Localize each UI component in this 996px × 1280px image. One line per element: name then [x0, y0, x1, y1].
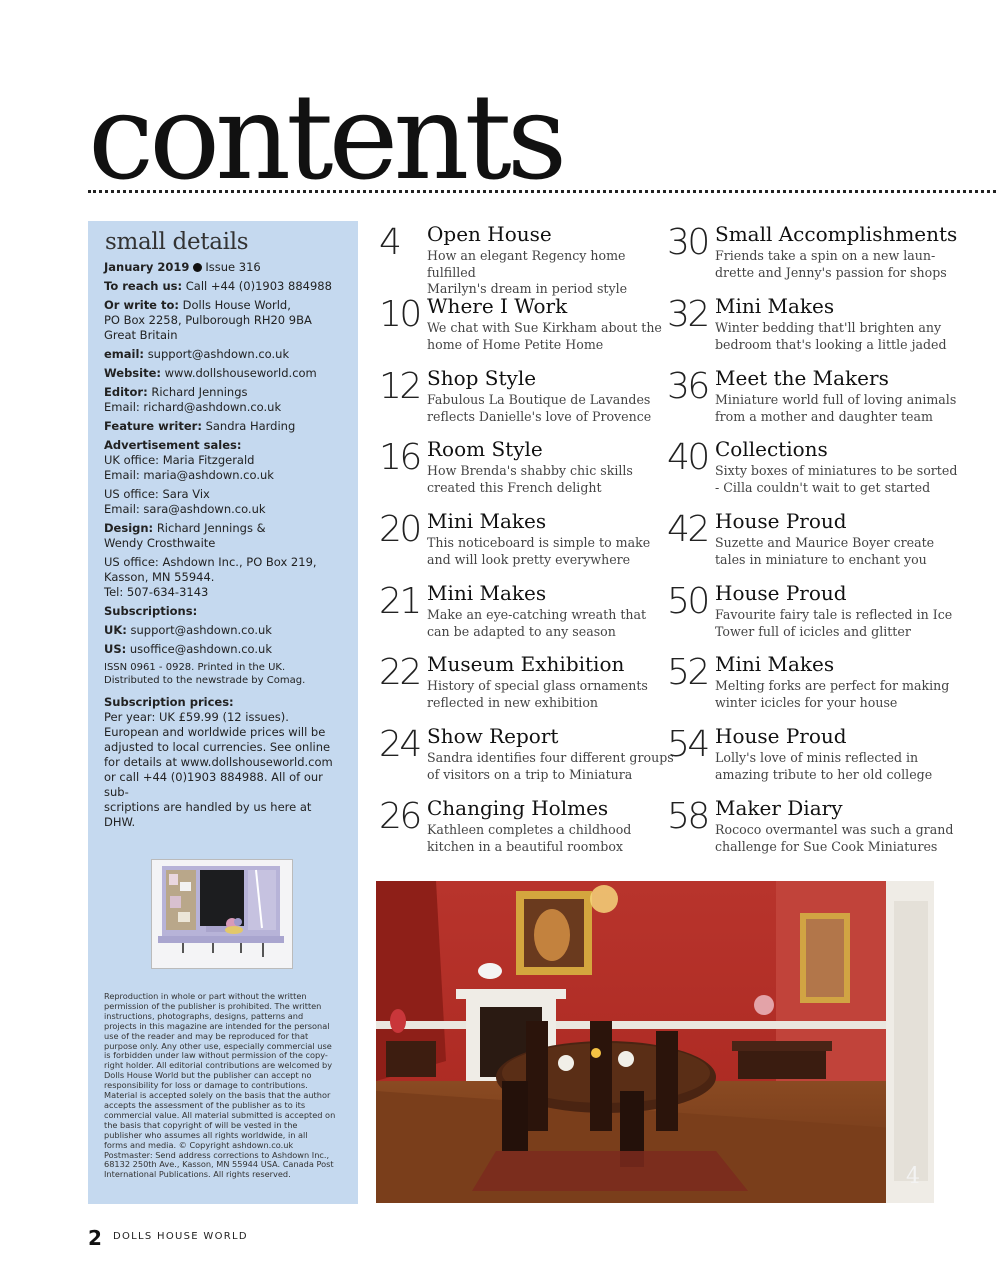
ads-label: Advertisement sales:: [104, 438, 242, 452]
toc-page-number: 16: [379, 437, 420, 478]
toc-desc-line: home of Home Petite Home: [427, 336, 604, 352]
us-office: [104, 555, 342, 600]
ads-section: [104, 438, 342, 483]
legal-line: instructions, photographs, designs, patterns and: [104, 1010, 304, 1021]
toc-desc-line: Marilyn's dream in period style: [427, 281, 628, 296]
toc-desc-line: challenge for Sue Cook Miniatures: [715, 838, 938, 854]
legal-line: accepts the assessment of the publisher as to its: [104, 1099, 306, 1110]
toc-description: [427, 822, 677, 855]
toc-description: [427, 678, 677, 711]
toc-description: [715, 320, 965, 353]
prices-line-2: European and worldwide prices will be: [104, 725, 326, 739]
toc-page-number: 22: [379, 652, 420, 693]
reach-phone: Call +44 (0)1903 884988: [185, 279, 332, 293]
toc-description: [715, 607, 965, 640]
toc-page-number: 26: [379, 796, 420, 837]
toc-title: Mini Makes: [715, 294, 835, 318]
legal-line: the basis that copyright of will be vested in the: [104, 1119, 298, 1130]
toc-title: Shop Style: [427, 366, 537, 390]
footer-page-number: 2: [88, 1226, 102, 1250]
small-details-panel: [88, 221, 358, 1204]
toc-description: [715, 463, 965, 496]
issue-number: Issue 316: [205, 260, 261, 274]
toc-title: Collections: [715, 437, 828, 461]
ads-us-name: Sara Vix: [162, 487, 210, 501]
toc-page-number: 4: [379, 222, 400, 263]
toc-desc-line: Suzette and Maurice Boyer create: [715, 535, 935, 550]
prices-line-3: adjusted to local currencies. See online: [104, 740, 331, 754]
toc-description: [715, 822, 965, 855]
write-label: Or write to:: [104, 298, 179, 312]
toc-title: Mini Makes: [427, 581, 547, 605]
ads-us-email: Email: sara@ashdown.co.uk: [104, 502, 266, 516]
legal-line: projects in this magazine are intended for the personal: [104, 1020, 330, 1031]
subs-label: Subscriptions:: [104, 604, 198, 618]
toc-page-number: 20: [379, 509, 420, 550]
toc-description: [427, 607, 677, 640]
page-title: contents: [88, 68, 563, 206]
feature-label: Feature writer:: [104, 419, 202, 433]
legal-line: use of the reader and may be reproduced for that: [104, 1030, 309, 1041]
website-label: Website:: [104, 366, 161, 380]
subs-us: [104, 642, 342, 657]
toc-desc-line: drette and Jenny's passion for shops: [715, 264, 947, 280]
toc-page-number: 36: [667, 366, 708, 407]
toc-desc-line: Favourite fairy tale is reflected in Ice: [715, 607, 953, 622]
editor-email: Email: richard@ashdown.co.uk: [104, 400, 282, 414]
design-line: [104, 521, 342, 551]
email-line: [104, 347, 342, 362]
toc-page-number: 24: [379, 724, 420, 765]
dotted-divider: [88, 190, 996, 193]
toc-title: Meet the Makers: [715, 366, 889, 390]
legal-line: right holder. All editorial contributions are welcomed by: [104, 1060, 333, 1071]
write-line-2: PO Box 2258, Pulborough RH20 9BA: [104, 313, 312, 327]
toc-description: [427, 392, 677, 425]
toc-desc-line: bedroom that's looking a little jaded: [715, 336, 947, 352]
subs-us-email[interactable]: usoffice@ashdown.co.uk: [129, 642, 272, 656]
editor-name: Richard Jennings: [151, 385, 248, 399]
legal-line: Reproduction in whole or part without the written: [104, 991, 307, 1001]
legal-line: 68132 250th Ave., Kasson, MN 55944 USA. Canada Post: [104, 1159, 334, 1170]
legal-line: is forbidden under law without permission of the copy-: [104, 1050, 328, 1061]
toc-description: [427, 463, 677, 496]
subs-uk: [104, 623, 342, 638]
toc-entry[interactable]: [379, 724, 674, 789]
dining-room-photo: [376, 881, 934, 1203]
toc-page-number: 50: [667, 581, 708, 622]
toc-description: [715, 750, 965, 783]
toc-entry[interactable]: [667, 653, 957, 717]
legal-line: Postmaster: Send address corrections to Ashdown Inc.,: [104, 1149, 330, 1160]
toc-page-number: 40: [667, 437, 708, 478]
toc-desc-line: Lolly's love of minis reflected in: [715, 750, 919, 765]
toc-desc-line: winter icicles for your house: [715, 694, 898, 710]
toc-title: Where I Work: [427, 294, 568, 318]
toc-title: Mini Makes: [427, 509, 547, 533]
legal-line: Dolls House World but the publisher can accept no: [104, 1070, 312, 1081]
toc-desc-line: Make an eye-catching wreath that: [427, 607, 647, 622]
issue-date: January 2019: [104, 260, 190, 274]
footer-magazine-name: DOLLS HOUSE WORLD: [113, 1231, 248, 1242]
toc-page-number: 10: [379, 294, 420, 335]
prices-line-1: Per year: UK £59.99 (12 issues).: [104, 710, 289, 724]
toc-desc-line: from a mother and daughter team: [715, 408, 933, 424]
toc-page-number: 42: [667, 509, 708, 550]
legal-line: Material is accepted solely on the basis that the author: [104, 1090, 331, 1101]
toc-desc-line: How an elegant Regency home fulfilled: [427, 248, 626, 280]
toc-desc-line: This noticeboard is simple to make: [427, 535, 651, 550]
subs-us-label: US:: [104, 642, 127, 656]
toc-title: Maker Diary: [715, 796, 843, 820]
ads-us-label: US office:: [104, 487, 159, 501]
bullet-icon: [193, 263, 202, 272]
toc-description: [427, 750, 677, 783]
photo-page-reference: 4: [906, 1164, 920, 1189]
prices-line-6: scriptions are handled by us here at DHW.: [104, 800, 312, 829]
issue-line: [104, 260, 342, 275]
toc-desc-line: - Cilla couldn't wait to get started: [715, 479, 931, 495]
toc-entry[interactable]: [379, 295, 669, 359]
toc-description: [427, 320, 677, 353]
ads-uk-label: UK office:: [104, 453, 160, 467]
toc-desc-line: of visitors on a trip to Miniatura: [427, 766, 633, 782]
us-office-line-3: Tel: 507-634-3143: [104, 585, 209, 599]
editor-line: [104, 385, 342, 415]
issn-block: [104, 661, 342, 687]
prices-line-4: for details at www.dollshouseworld.com: [104, 755, 333, 769]
toc-entry[interactable]: [667, 295, 957, 359]
subs-uk-email[interactable]: support@ashdown.co.uk: [130, 623, 272, 637]
toc-title: Small Accomplishments: [715, 222, 958, 246]
toc-title: House Proud: [715, 581, 847, 605]
reach-label: To reach us:: [104, 279, 183, 293]
toc-entry[interactable]: [667, 510, 957, 574]
website-line: [104, 366, 342, 381]
editor-label: Editor:: [104, 385, 148, 399]
toc-entry[interactable]: [379, 222, 669, 296]
legal-line: permission of the publisher is prohibited. The written: [104, 1000, 322, 1011]
email-link[interactable]: support@ashdown.co.uk: [147, 347, 290, 361]
toc-entry[interactable]: [667, 725, 957, 789]
ads-uk-name: Maria Fitzgerald: [162, 453, 255, 467]
email-label: email:: [104, 347, 145, 361]
toc-desc-line: reflects Danielle's love of Provence: [427, 408, 652, 424]
toc-desc-line: How Brenda's shabby chic skills: [427, 463, 633, 478]
website-link[interactable]: www.dollshouseworld.com: [164, 366, 317, 380]
toc-page-number: 12: [379, 366, 420, 407]
toc-entry[interactable]: [667, 367, 957, 431]
ads-us-section: [104, 487, 342, 517]
toc-desc-line: created this French delight: [427, 479, 602, 495]
toc-title: Changing Holmes: [427, 796, 609, 820]
legal-line: responsibility for loss or damage to contributions.: [104, 1080, 308, 1091]
feature-writer-line: [104, 419, 342, 434]
toc-entry[interactable]: [379, 582, 669, 646]
write-to: [104, 298, 342, 343]
small-details-heading: small details: [105, 229, 249, 255]
legal-line: publisher who assumes all rights worldwide, in all: [104, 1129, 308, 1140]
toc-page-number: 58: [667, 796, 708, 837]
prices-label: Subscription prices:: [104, 695, 234, 709]
legal-line: commercial value. All material submitted is accepted on: [104, 1109, 336, 1120]
issn-line: ISSN 0961 - 0928. Printed in the UK.: [104, 662, 286, 673]
toc-desc-line: kitchen in a beautiful roombox: [427, 838, 624, 854]
toc-entry[interactable]: [667, 438, 957, 502]
subscriptions-label-line: [104, 604, 342, 619]
toc-entry[interactable]: [667, 582, 957, 646]
toc-entry[interactable]: [379, 510, 669, 574]
toc-title: Room Style: [427, 437, 543, 461]
toc-desc-line: Winter bedding that'll brighten any: [715, 320, 942, 335]
toc-desc-line: Tower full of icicles and glitter: [715, 623, 911, 639]
legal-line: International Publications. All rights reserved.: [104, 1169, 291, 1180]
prices-block: [104, 695, 342, 830]
toc-title: Open House: [427, 222, 552, 246]
toc-page-number: 30: [667, 222, 708, 263]
toc-desc-line: tales in miniature to enchant you: [715, 551, 927, 567]
write-line-3: Great Britain: [104, 328, 178, 342]
toc-desc-line: Friends take a spin on a new laun-: [715, 248, 936, 263]
subs-uk-label: UK:: [104, 623, 127, 637]
legal-line: purpose only. Any other use, especially commercial use: [104, 1040, 332, 1051]
design-name-1: Richard Jennings &: [156, 521, 266, 535]
toc-desc-line: Fabulous La Boutique de Lavandes: [427, 392, 651, 407]
toc-entry[interactable]: [379, 438, 669, 502]
toc-desc-line: Sandra identifies four different groups: [427, 750, 674, 765]
design-name-2: Wendy Crosthwaite: [104, 536, 216, 550]
toc-entry[interactable]: [379, 653, 669, 717]
toc-title: House Proud: [715, 509, 847, 533]
design-label: Design:: [104, 521, 154, 535]
distribution-line: Distributed to the newstrade by Comag.: [104, 675, 306, 686]
toc-title: Show Report: [427, 724, 559, 748]
toc-description: [427, 535, 677, 568]
toc-page-number: 54: [667, 724, 708, 765]
toc-desc-line: Sixty boxes of miniatures to be sorted: [715, 463, 958, 478]
toc-entry[interactable]: [667, 797, 957, 861]
toc-title: Mini Makes: [715, 652, 835, 676]
toc-desc-line: We chat with Sue Kirkham about the: [427, 320, 662, 335]
toc-desc-line: reflected in new exhibition: [427, 694, 599, 710]
toc-desc-line: can be adapted to any season: [427, 623, 616, 639]
write-line-1: Dolls House World,: [182, 298, 291, 312]
toc-desc-line: amazing tribute to her old college: [715, 766, 933, 782]
feature-name: Sandra Harding: [205, 419, 296, 433]
toc-page-number: 21: [379, 581, 420, 622]
toc-desc-line: Miniature world full of loving animals: [715, 392, 957, 407]
toc-page-number: 32: [667, 294, 708, 335]
legal-line: forms and media. © Copyright ashdown.co.uk: [104, 1139, 294, 1150]
toc-desc-line: Melting forks are perfect for making: [715, 678, 950, 693]
us-office-line-2: Kasson, MN 55944.: [104, 570, 215, 584]
toc-description: [427, 248, 677, 298]
noticeboard-image: [151, 859, 293, 969]
toc-page-number: 52: [667, 652, 708, 693]
us-office-line-1: US office: Ashdown Inc., PO Box 219,: [104, 555, 317, 569]
toc-description: [715, 392, 965, 425]
toc-desc-line: and will look pretty everywhere: [427, 551, 631, 567]
prices-line-5: or call +44 (0)1903 884988. All of our sub-: [104, 770, 323, 799]
legal-notice: [104, 992, 338, 1180]
ads-uk-email: Email: maria@ashdown.co.uk: [104, 468, 274, 482]
toc-description: [715, 535, 965, 568]
toc-entry[interactable]: [667, 223, 957, 287]
toc-description: [715, 248, 965, 281]
toc-entry[interactable]: [379, 797, 669, 861]
toc-entry[interactable]: [379, 367, 669, 431]
reach-us: [104, 279, 342, 294]
toc-desc-line: Rococo overmantel was such a grand: [715, 822, 954, 837]
toc-title: House Proud: [715, 724, 847, 748]
toc-desc-line: Kathleen completes a childhood: [427, 822, 632, 837]
toc-description: [715, 678, 965, 711]
toc-title: Museum Exhibition: [427, 652, 625, 676]
toc-desc-line: History of special glass ornaments: [427, 678, 648, 693]
